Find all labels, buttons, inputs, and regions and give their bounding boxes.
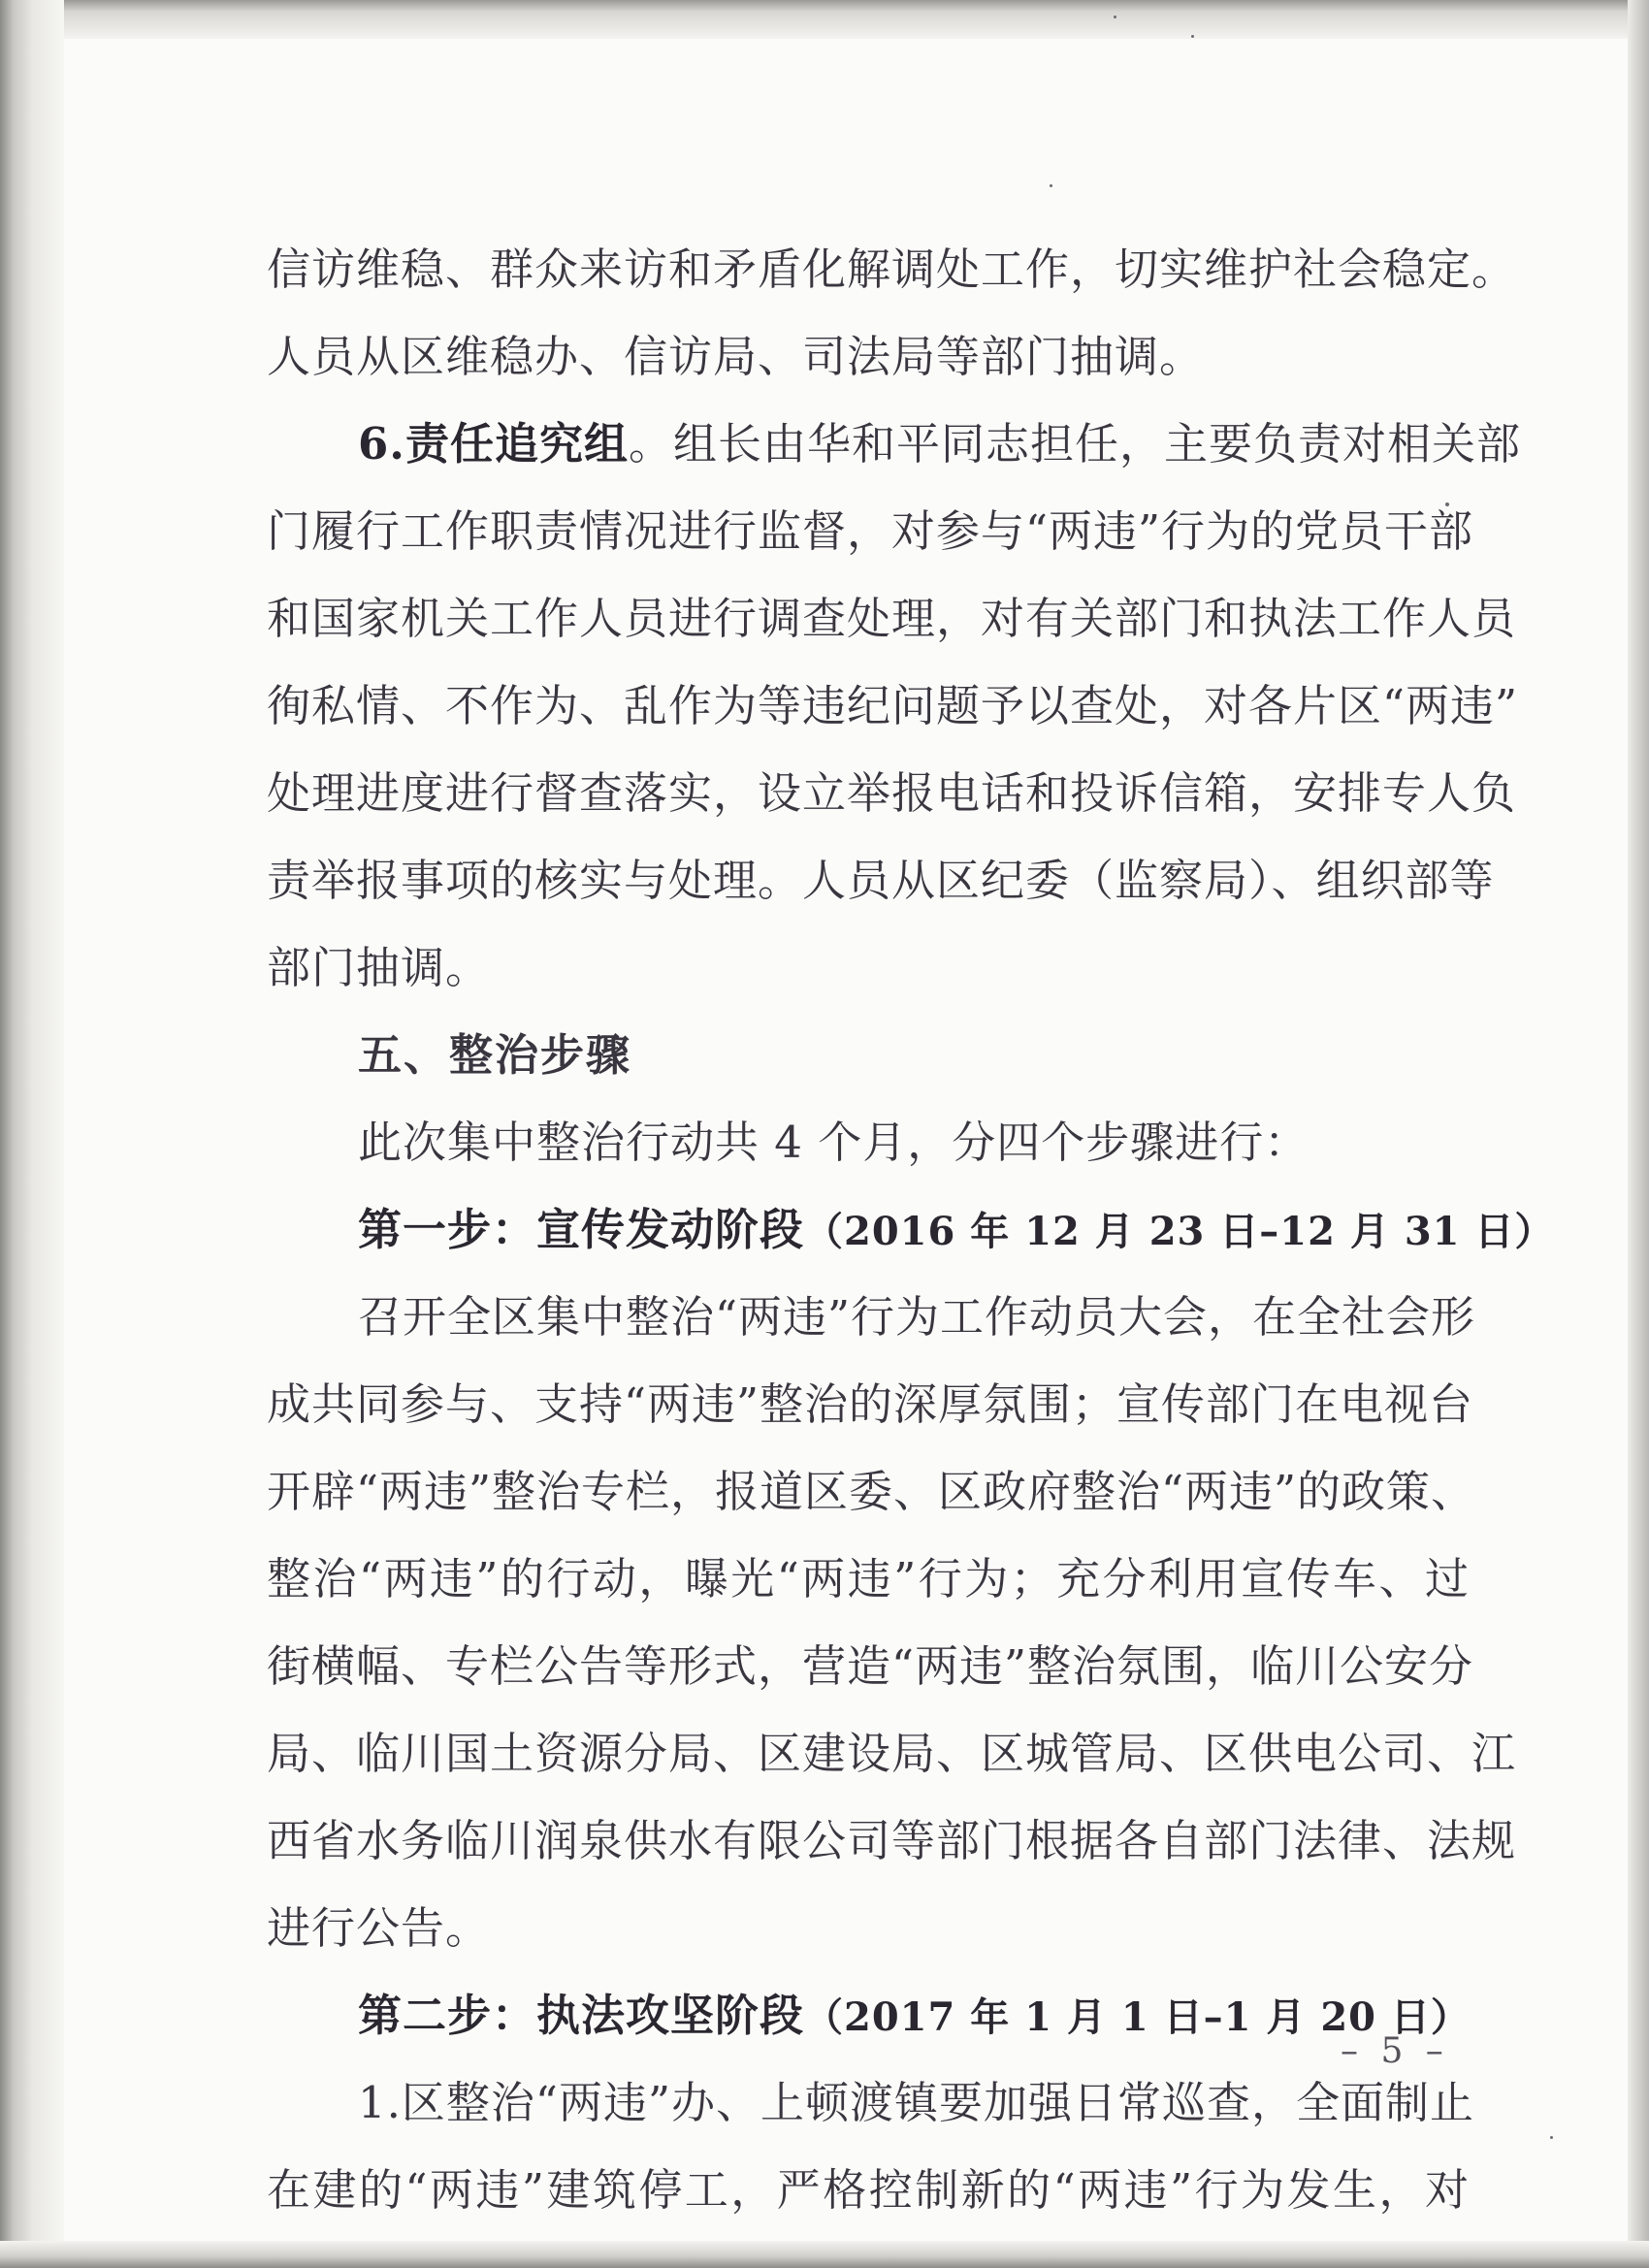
text-line: 街横幅、专栏公告等形式，营造“两违”整治氛围，临川公安分 [267,1640,1474,1692]
scan-speck [1550,2136,1553,2139]
group6-text: 。组长由华和平同志担任，主要负责对相关部 [628,418,1521,470]
text-line: 在建的“两违”建筑停工，严格控制新的“两违”行为发生，对 [267,2164,1470,2216]
step2-title: 第二步：执法攻坚阶段 [358,1990,805,2041]
text-line: 徇私情、不作为、乱作为等违纪问题予以查处，对各片区“两违” [267,680,1519,731]
step2-date: （2017 年 1 月 1 日–1 月 20 日） [804,1994,1471,2040]
text-line: 部门抽调。 [267,942,491,993]
text-line: 信访维稳、群众来访和矛盾化解调处工作，切实维护社会稳定。 [267,243,1517,295]
text-line: 门履行工作职责情况进行监督，对参与“两违”行为的党员干部 [267,505,1474,557]
group6-label: 6.责任追究组 [358,418,629,470]
scan-speck [1114,16,1116,18]
scan-speck [1191,35,1194,38]
text-line: 局、临川国土资源分局、区建设局、区城管局、区供电公司、江 [267,1728,1517,1779]
text-line: 西省水务临川润泉供水有限公司等部门根据各自部门法律、法规 [267,1815,1517,1866]
text-line: 进行公告。 [267,1902,491,1954]
text-line: 整治“两违”的行动，曝光“两违”行为；充分利用宣传车、过 [267,1553,1470,1604]
section-heading: 五、整治步骤 [358,1029,632,1081]
text-line: 人员从区维稳办、信访局、司法局等部门抽调。 [267,331,1205,382]
step1-heading [267,1195,1555,1282]
scan-shadow-left [0,0,64,2268]
step1-title: 第一步：宣传发动阶段 [358,1204,805,1255]
text-line: 1.区整治“两违”办、上顿渡镇要加强日常巡查，全面制止 [358,2077,1474,2128]
group6-paragraph-start [267,409,1521,497]
section-intro: 此次集中整治行动共 4 个月，分四个步骤进行： [358,1117,1310,1168]
document-body [267,235,1555,2243]
scan-speck [1050,184,1052,187]
text-line: 开辟“两违”整治专栏，报道区委、区政府整治“两违”的政策、 [267,1466,1476,1517]
text-line: 处理进度进行督查落实，设立举报电话和投诉信箱，安排专人负 [267,767,1517,819]
scan-shadow-top [0,0,1649,39]
text-line: 成共同参与、支持“两违”整治的深厚氛围；宣传部门在电视台 [267,1378,1474,1430]
step1-date: （2016 年 12 月 23 日–12 月 31 日） [804,1209,1555,1254]
scan-shadow-right [1628,0,1649,2268]
step2-heading [267,1981,1470,2068]
text-line: 责举报事项的核实与处理。人员从区纪委（监察局）、组织部等 [267,855,1495,906]
scan-shadow-bottom [0,2241,1649,2268]
text-line: 召开全区集中整治“两违”行为工作动员大会，在全社会形 [358,1291,1476,1343]
text-line: 和国家机关工作人员进行调查处理，对有关部门和执法工作人员 [267,593,1517,644]
page-number: – 5 – [1341,2031,1449,2071]
